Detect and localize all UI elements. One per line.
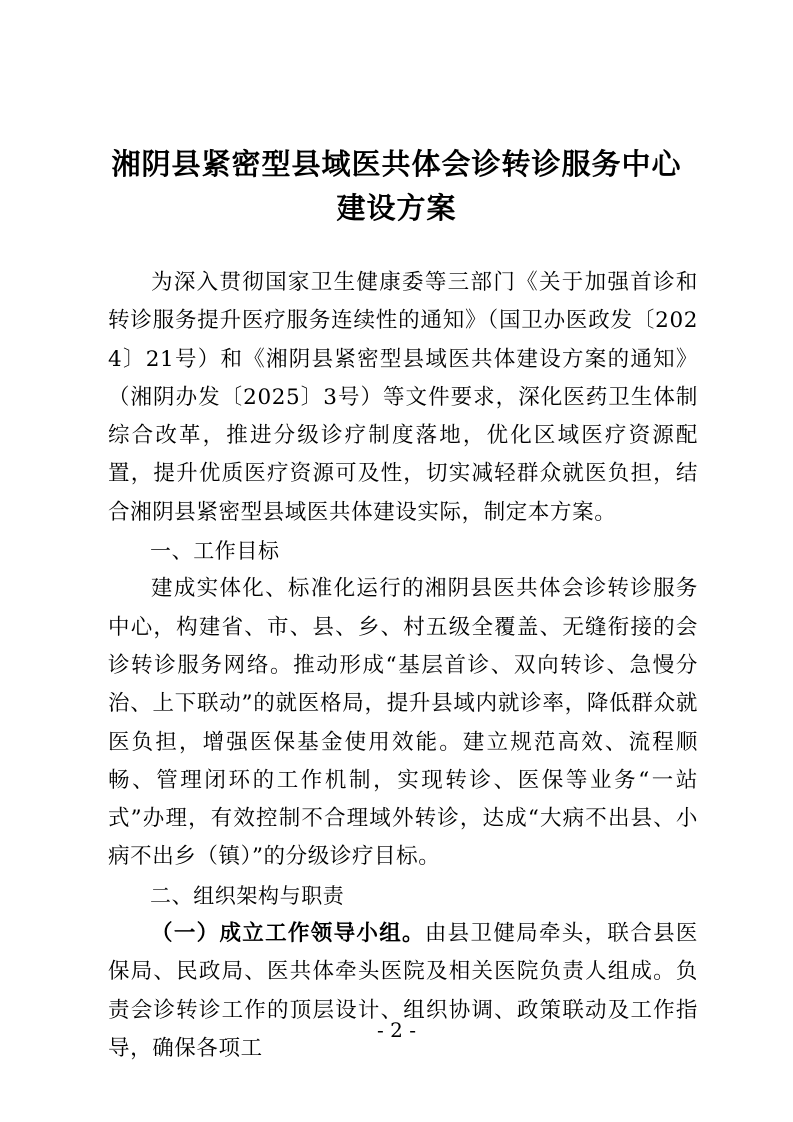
intro-paragraph: 为深入贯彻国家卫生健康委等三部门《关于加强首诊和转诊服务提升医疗服务连续性的通知》（国卫办医政发〔2024〕21号）和《湘阴县紧密型县域医共体建设方案的通知》（湘阴办发〔2025〕3号）等文件要求，深化医药卫生体制综合改革，推进分级诊疗制度落地，优化区域医疗资源配置，提升优质医疗资源可及性，切实减轻群众就医负担，结合湘阴县紧密型县域医共体建设实际，制定本方案。	[108, 270, 698, 525]
document-body	[108, 264, 698, 1068]
subsection1-title: （一）成立工作领导小组。	[151, 921, 425, 947]
section2-heading: 二、组织架构与职责	[150, 883, 345, 908]
subsection1-paragraph	[108, 915, 698, 1068]
page-number: - 2 -	[377, 1018, 416, 1042]
subsection1-body: 由县卫健局牵头，联合县医保局、民政局、医共体牵头医院及相关医院负责人组成。负责会诊转诊工作的顶层设计、组织协调、政策联动及工作指导，确保各项工	[108, 921, 698, 1061]
document-title-line2: 建设方案	[336, 191, 457, 225]
section1-heading: 一、工作目标	[150, 539, 280, 564]
section1-paragraph: 建成实体化、标准化运行的湘阴县医共体会诊转诊服务中心，构建省、市、县、乡、村五级全覆盖、无缝衔接的会诊转诊服务网络。推动形成“基层首诊、双向转诊、急慢分治、上下联动”的就医格局，提升县域内就诊率，降低群众就医负担，增强医保基金使用效能。建立规范高效、流程顺畅、管理闭环的工作机制，实现转诊、医保等业务“一站式”办理，有效控制不合理域外转诊，达成“大病不出县、小病不出乡（镇）”的分级诊疗目标。	[108, 576, 698, 870]
document-title-line1: 湘阴县紧密型县域医共体会诊转诊服务中心	[111, 147, 682, 181]
